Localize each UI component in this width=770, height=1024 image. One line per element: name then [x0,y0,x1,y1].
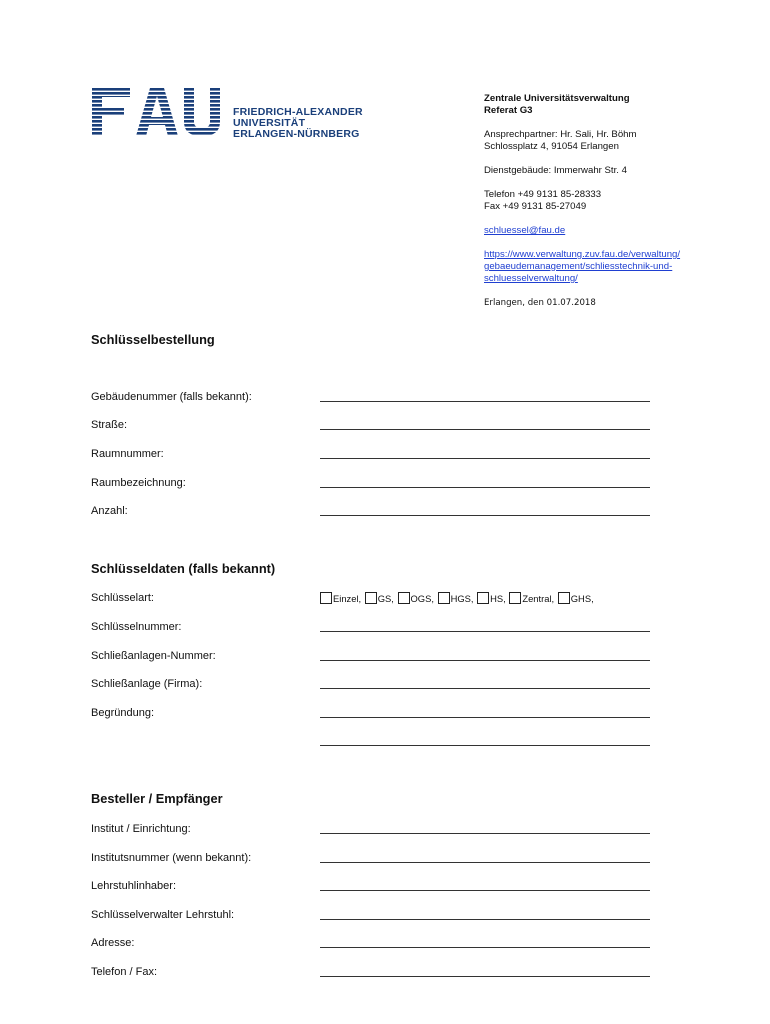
university-name [233,107,363,140]
checkbox-icon[interactable] [477,592,489,604]
section-heading-recipient: Besteller / Empfänger [91,791,223,806]
section-heading-key-data: Schlüsseldaten (falls bekannt) [91,561,276,576]
field-label-lock-system-company: Schließanlage (Firma): [91,678,203,690]
key-option-ogs[interactable] [398,592,434,604]
building-address: Dienstgebäude: Immerwahr Str. 4 [484,165,627,176]
field-label-reason: Begründung: [91,707,154,719]
university-name-line: ERLANGEN-NÜRNBERG [233,128,360,140]
key-option-label: HS, [490,593,506,604]
key-option-hs[interactable] [477,592,506,604]
checkbox-icon[interactable] [438,592,450,604]
checkbox-icon[interactable] [398,592,410,604]
key-option-zentral[interactable] [509,592,554,604]
checkbox-icon[interactable] [320,592,332,604]
field-label-institute-number: Institutsnummer (wenn bekannt): [91,852,252,864]
field-label-room-number: Raumnummer: [91,448,164,460]
field-label-chair-holder: Lehrstuhlinhaber: [91,880,177,892]
input-line-lock-system-company[interactable] [320,688,650,689]
checkbox-icon[interactable] [509,592,521,604]
checkbox-icon[interactable] [365,592,377,604]
letter-date: Erlangen, den 01.07.2018 [484,298,596,308]
field-label-institute: Institut / Einrichtung: [91,823,191,835]
field-label-lock-system-number: Schließanlagen-Nummer: [91,650,216,662]
field-label-street: Straße: [91,419,128,431]
key-option-label: GHS, [570,593,594,604]
field-label-phone-fax: Telefon / Fax: [91,966,158,978]
website-link[interactable]: https://www.verwaltung.zuv.fau.de/verwaltung/ [484,249,681,260]
field-label-key-manager: Schlüsselverwalter Lehrstuhl: [91,909,235,921]
address-block [484,93,754,309]
fax-number: Fax +49 9131 85-27049 [484,201,587,212]
field-label-quantity: Anzahl: [91,505,128,517]
key-option-label: OGS, [410,593,434,604]
fau-logo [92,88,224,136]
key-option-label: Zentral, [522,593,555,604]
key-option-gs[interactable] [365,592,394,604]
key-option-label: GS, [377,593,394,604]
email-link[interactable]: schluessel@fau.de [484,225,566,236]
input-line-lock-system-number[interactable] [320,660,650,661]
key-option-label: Einzel, [333,593,362,604]
dept-name: Referat G3 [484,105,533,116]
input-line-key-manager[interactable] [320,919,650,920]
org-name: Zentrale Universitätsverwaltung [484,93,630,104]
input-line-reason[interactable] [320,717,650,718]
university-name-line: UNIVERSITÄT [233,117,306,129]
input-line-room-name[interactable] [320,487,650,488]
field-label-building-number: Gebäudenummer (falls bekannt): [91,391,252,403]
key-option-label: HGS, [450,593,474,604]
contact-person: Ansprechpartner: Hr. Sali, Hr. Böhm [484,129,637,140]
input-line-phone-fax[interactable] [320,976,650,977]
phone-number: Telefon +49 9131 85-28333 [484,189,602,200]
key-option-einzel[interactable] [320,592,361,604]
field-label-key-type: Schlüsselart: [91,592,154,604]
key-type-options [320,592,595,604]
website-link[interactable]: gebaeudemanagement/schliesstechnik-und- [484,261,673,272]
street-address: Schlossplatz 4, 91054 Erlangen [484,141,619,152]
input-line-address[interactable] [320,947,650,948]
field-label-address: Adresse: [91,937,135,949]
input-line-building-number[interactable] [320,401,650,402]
field-label-key-number: Schlüsselnummer: [91,621,182,633]
input-line-institute-number[interactable] [320,862,650,863]
input-line-room-number[interactable] [320,458,650,459]
website-link[interactable]: schluesselverwaltung/ [484,273,578,284]
key-option-hgs[interactable] [438,592,474,604]
input-line-institute[interactable] [320,833,650,834]
form-title: Schlüsselbestellung [91,332,215,347]
field-label-room-name: Raumbezeichnung: [91,477,186,489]
input-line-reason-continued[interactable] [320,745,650,746]
input-line-key-number[interactable] [320,631,650,632]
key-option-ghs[interactable] [558,592,594,604]
input-line-street[interactable] [320,429,650,430]
input-line-chair-holder[interactable] [320,890,650,891]
university-name-line: FRIEDRICH-ALEXANDER [233,106,363,118]
input-line-quantity[interactable] [320,515,650,516]
checkbox-icon[interactable] [558,592,570,604]
